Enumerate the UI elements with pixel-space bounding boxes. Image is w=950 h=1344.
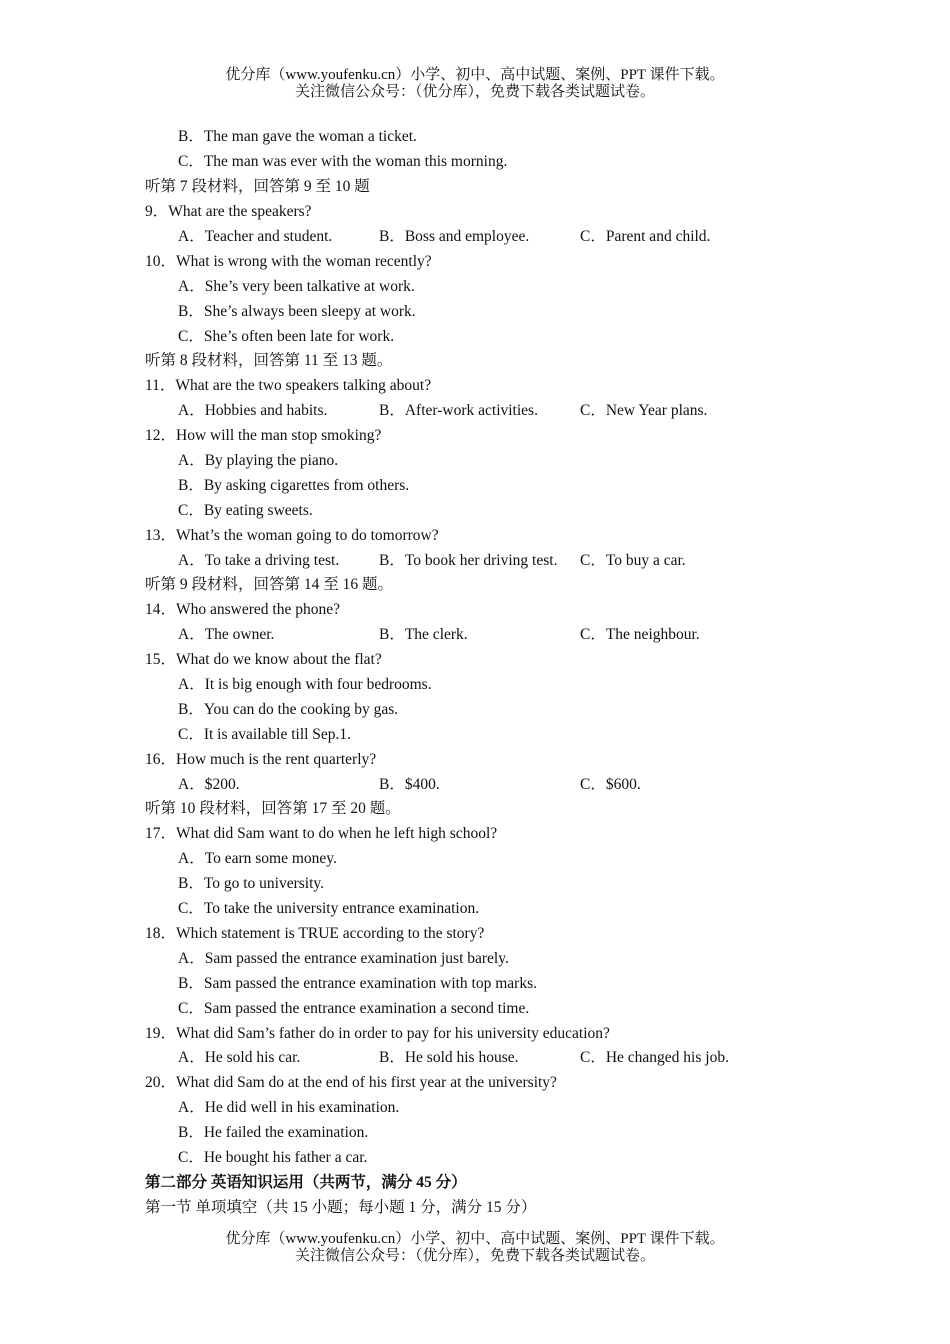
- section-8-instruction: 听第 8 段材料，回答第 11 至 13 题。: [145, 352, 393, 369]
- q10-stem: 10．What is wrong with the woman recently?: [145, 253, 432, 270]
- header-line-1: 优分库（www.youfenku.cn）小学、初中、高中试题、案例、PPT 课件下载。: [225, 67, 725, 83]
- q8-option-b: B．The man gave the woman a ticket.: [178, 128, 417, 145]
- q20-option-a: A．He did well in his examination.: [178, 1099, 400, 1116]
- q12-stem: 12．How will the man stop smoking?: [145, 427, 382, 444]
- q18-option-b: B．Sam passed the entrance examination with top marks.: [178, 975, 537, 992]
- q19-stem: 19．What did Sam’s father do in order to pay for his university education?: [145, 1025, 610, 1042]
- q14-option-a: A．The owner.: [178, 626, 275, 643]
- q14-option-b: B．The clerk.: [379, 626, 468, 643]
- q11-option-c: C．New Year plans.: [580, 402, 708, 419]
- q10-option-a: A．She’s very been talkative at work.: [178, 278, 415, 295]
- q9-option-a: A．Teacher and student.: [178, 228, 333, 245]
- q15-stem: 15．What do we know about the flat?: [145, 651, 382, 668]
- q9-option-c: C．Parent and child.: [580, 228, 711, 245]
- q10-option-c: C．She’s often been late for work.: [178, 328, 395, 345]
- q18-stem: 18．Which statement is TRUE according to the story?: [145, 925, 485, 942]
- q20-option-b: B．He failed the examination.: [178, 1124, 369, 1141]
- q13-option-a: A．To take a driving test.: [178, 552, 340, 569]
- q16-option-a: A．$200.: [178, 776, 240, 793]
- q20-option-c: C．He bought his father a car.: [178, 1149, 368, 1166]
- q12-option-c: C．By eating sweets.: [178, 502, 313, 519]
- q11-option-a: A．Hobbies and habits.: [178, 402, 328, 419]
- q16-option-c: C．$600.: [580, 776, 641, 793]
- q13-stem: 13．What’s the woman going to do tomorrow?: [145, 527, 439, 544]
- section-10-instruction: 听第 10 段材料，回答第 17 至 20 题。: [145, 800, 401, 817]
- q8-option-c: C．The man was ever with the woman this morning.: [178, 153, 508, 170]
- q17-stem: 17．What did Sam want to do when he left high school?: [145, 825, 498, 842]
- part-2-title: 第二部分 英语知识运用（共两节，满分 45 分）: [145, 1174, 467, 1191]
- q12-option-a: A．By playing the piano.: [178, 452, 339, 469]
- section-7-instruction: 听第 7 段材料，回答第 9 至 10 题: [145, 178, 370, 195]
- q11-option-b: B．After-work activities.: [379, 402, 538, 419]
- q13-option-b: B．To book her driving test.: [379, 552, 558, 569]
- q16-option-b: B．$400.: [379, 776, 440, 793]
- q17-option-c: C．To take the university entrance examination.: [178, 900, 480, 917]
- q17-option-a: A．To earn some money.: [178, 850, 337, 867]
- page-footer: [0, 1231, 950, 1265]
- q17-option-b: B．To go to university.: [178, 875, 325, 892]
- q20-stem: 20．What did Sam do at the end of his first year at the university?: [145, 1074, 557, 1091]
- q9-option-b: B．Boss and employee.: [379, 228, 530, 245]
- q11-stem: 11．What are the two speakers talking about?: [145, 377, 432, 394]
- q15-option-a: A．It is big enough with four bedrooms.: [178, 676, 432, 693]
- q9-stem: 9．What are the speakers?: [145, 203, 312, 220]
- q12-option-b: B．By asking cigarettes from others.: [178, 477, 410, 494]
- q14-option-c: C．The neighbour.: [580, 626, 700, 643]
- q19-option-c: C．He changed his job.: [580, 1049, 729, 1066]
- q14-stem: 14．Who answered the phone?: [145, 601, 340, 618]
- footer-line-1: 优分库（www.youfenku.cn）小学、初中、高中试题、案例、PPT 课件下载。: [225, 1231, 725, 1247]
- part-2-section-1-title: 第一节 单项填空（共 15 小题；每小题 1 分，满分 15 分）: [145, 1199, 537, 1216]
- q15-option-c: C．It is available till Sep.1.: [178, 726, 352, 743]
- header-line-2: 关注微信公众号：（优分库），免费下载各类试题试卷。: [294, 84, 655, 100]
- q19-option-a: A．He sold his car.: [178, 1049, 301, 1066]
- q13-option-c: C．To buy a car.: [580, 552, 686, 569]
- q18-option-c: C．Sam passed the entrance examination a second time.: [178, 1000, 530, 1017]
- footer-line-2: 关注微信公众号：（优分库），免费下载各类试题试卷。: [294, 1248, 655, 1264]
- section-9-instruction: 听第 9 段材料，回答第 14 至 16 题。: [145, 576, 394, 593]
- q10-option-b: B．She’s always been sleepy at work.: [178, 303, 416, 320]
- q19-option-b: B．He sold his house.: [379, 1049, 519, 1066]
- page-header: [0, 67, 950, 101]
- q16-stem: 16．How much is the rent quarterly?: [145, 751, 377, 768]
- q18-option-a: A．Sam passed the entrance examination just barely.: [178, 950, 509, 967]
- q15-option-b: B．You can do the cooking by gas.: [178, 701, 399, 718]
